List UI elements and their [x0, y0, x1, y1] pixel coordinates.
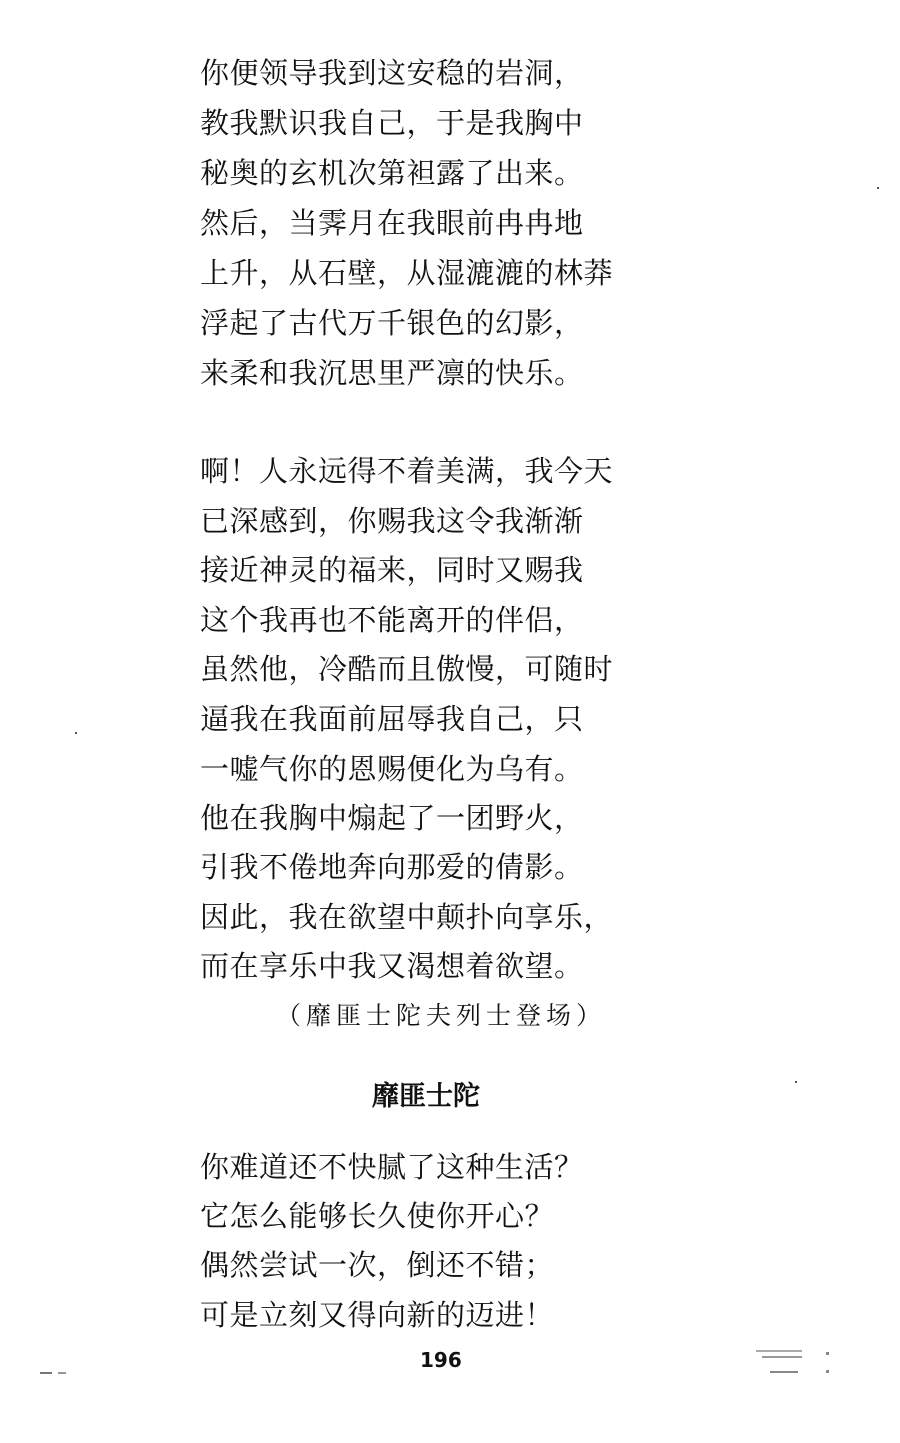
scan-speck: [58, 1372, 66, 1374]
scan-speck: [877, 187, 879, 189]
speaker-name: 靡匪士陀: [372, 1081, 480, 1112]
scan-speck: [795, 1081, 797, 1083]
verse-line: 可是立刻又得向新的迈进！: [200, 1298, 555, 1332]
scan-speck: [75, 732, 77, 734]
verse-line: 他在我胸中煽起了一团野火，: [200, 801, 584, 835]
verse-line: 然后，当霁月在我眼前冉冉地: [200, 206, 584, 240]
page-number: 196: [420, 1348, 462, 1372]
scan-speck: [762, 1356, 802, 1358]
verse-line: 啊！人永远得不着美满，我今天: [200, 454, 614, 488]
verse-line: 教我默识我自己，于是我胸中: [200, 106, 584, 140]
verse-line: 已深感到，你赐我这令我渐渐: [200, 504, 584, 538]
verse-line: 接近神灵的福来，同时又赐我: [200, 553, 584, 587]
verse-line: 一嘘气你的恩赐便化为乌有。: [200, 752, 584, 786]
scan-speck: [826, 1352, 829, 1355]
verse-line: 引我不倦地奔向那爱的倩影。: [200, 850, 584, 884]
verse-line: 逼我在我面前屈辱我自己，只: [200, 702, 584, 736]
verse-line: 这个我再也不能离开的伴侣，: [200, 603, 584, 637]
verse-line: 你便领导我到这安稳的岩洞，: [200, 56, 584, 90]
verse-line: 因此，我在欲望中颠扑向享乐，: [200, 900, 614, 934]
verse-line: 偶然尝试一次，倒还不错；: [200, 1248, 555, 1282]
verse-line: 上升，从石壁，从湿漉漉的林莽: [200, 256, 614, 290]
stage-direction: （靡匪士陀夫列士登场）: [276, 1001, 607, 1030]
scan-speck: [770, 1371, 798, 1373]
verse-line: 浮起了古代万千银色的幻影，: [200, 306, 584, 340]
scan-speck: [756, 1350, 802, 1352]
verse-line: 而在享乐中我又渴想着欲望。: [200, 949, 584, 983]
verse-line: 虽然他，冷酷而且傲慢，可随时: [200, 652, 614, 686]
scan-speck: [826, 1370, 829, 1373]
verse-line: 你难道还不快腻了这种生活？: [200, 1150, 584, 1184]
verse-line: 它怎么能够长久使你开心？: [200, 1199, 555, 1233]
verse-line: 秘奥的玄机次第袒露了出来。: [200, 156, 584, 190]
scan-speck: [40, 1372, 52, 1374]
verse-line: 来柔和我沉思里严凛的快乐。: [200, 356, 584, 390]
